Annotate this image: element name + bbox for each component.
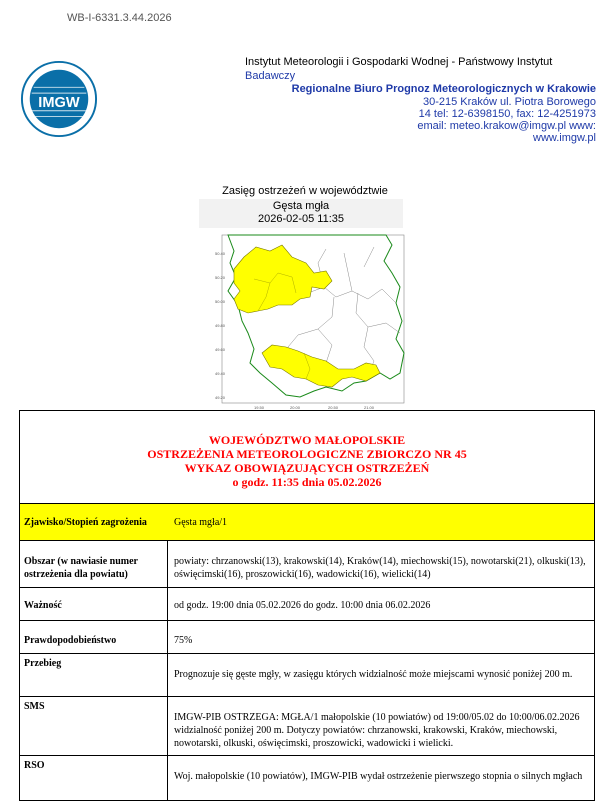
map-caption: Gęsta mgła 2026-02-05 11:35 bbox=[199, 199, 403, 228]
office-name: Regionalne Biuro Prognoz Meteorologicznych w Krakowie bbox=[291, 83, 596, 95]
svg-text:20.00: 20.00 bbox=[290, 405, 301, 410]
document-id: WB-I-6331.3.44.2026 bbox=[67, 12, 172, 24]
svg-text:49.60: 49.60 bbox=[215, 347, 226, 352]
office-address: 30-215 Kraków ul. Piotra Borowego bbox=[422, 96, 596, 108]
row-phenomenon: Zjawisko/Stopień zagrożenia Gęsta mgła/1 bbox=[20, 503, 594, 540]
svg-text:50.00: 50.00 bbox=[215, 299, 226, 304]
office-email[interactable]: email: meteo.krakow@imgw.pl www: bbox=[417, 120, 596, 132]
svg-text:49.80: 49.80 bbox=[215, 323, 226, 328]
warnings-table bbox=[19, 410, 595, 801]
table-header: WOJEWÓDZTWO MAŁOPOLSKIE OSTRZEŻENIA METEOROLOGICZNE ZBIORCZO NR 45 WYKAZ OBOWIĄZUJĄCYCH OSTRZEŻEŃ o godz. 11:35 dnia 05.02.2026 bbox=[147, 433, 467, 489]
svg-text:IMGW: IMGW bbox=[38, 94, 80, 111]
office-phone: 14 tel: 12-6398150, fax: 12-4251973 bbox=[418, 108, 596, 120]
row-validity: Ważność od godz. 19:00 dnia 05.02.2026 do godz. 10:00 dnia 06.02.2026 bbox=[20, 587, 594, 620]
row-rso: RSO Woj. małopolskie (10 powiatów), IMGW-PIB wydał ostrzeżenie pierwszego stopnia o silnych mgłach bbox=[20, 755, 594, 800]
map-title: Zasięg ostrzeżeń w województwie bbox=[222, 185, 388, 197]
row-course: Przebieg Prognozuje się gęste mgły, w zasięgu których widzialność może miejscami wynosić poniżej 200 m. bbox=[20, 653, 594, 696]
row-sms: SMS IMGW-PIB OSTRZEGA: MGŁA/1 małopolskie (10 powiatów) od 19:00/05.02 do 10:00/06.02.2026 widzialność poniżej 200 m. Dotyczy powiatów: chrzanowski, krakowski, Kraków, miechowski, nowotarski, olkuski, oświęcimski, proszowicki, wadowicki i wielicki. bbox=[20, 696, 594, 755]
imgw-logo bbox=[20, 60, 98, 138]
warning-map bbox=[214, 233, 406, 411]
svg-text:21.00: 21.00 bbox=[364, 405, 375, 410]
svg-text:50.40: 50.40 bbox=[215, 251, 226, 256]
svg-text:50.20: 50.20 bbox=[215, 275, 226, 280]
svg-text:19.50: 19.50 bbox=[254, 405, 265, 410]
row-probability: Prawdopodobieństwo 75% bbox=[20, 620, 594, 653]
svg-text:49.20: 49.20 bbox=[215, 395, 226, 400]
institute-name: Instytut Meteorologii i Gospodarki Wodnej - Państwowy Instytut Badawczy bbox=[245, 56, 553, 82]
svg-text:20.50: 20.50 bbox=[328, 405, 339, 410]
office-www[interactable]: www.imgw.pl bbox=[533, 132, 596, 144]
row-area: Obszar (w nawiasie numer ostrzeżenia dla powiatu) powiaty: chrzanowski(13), krakowski(14), Kraków(14), miechowski(15), nowotarski(21), olkuski(13), oświęcimski(16), proszowicki(16), wadowicki(16), wielicki(14) bbox=[20, 540, 594, 587]
svg-text:49.40: 49.40 bbox=[215, 371, 226, 376]
